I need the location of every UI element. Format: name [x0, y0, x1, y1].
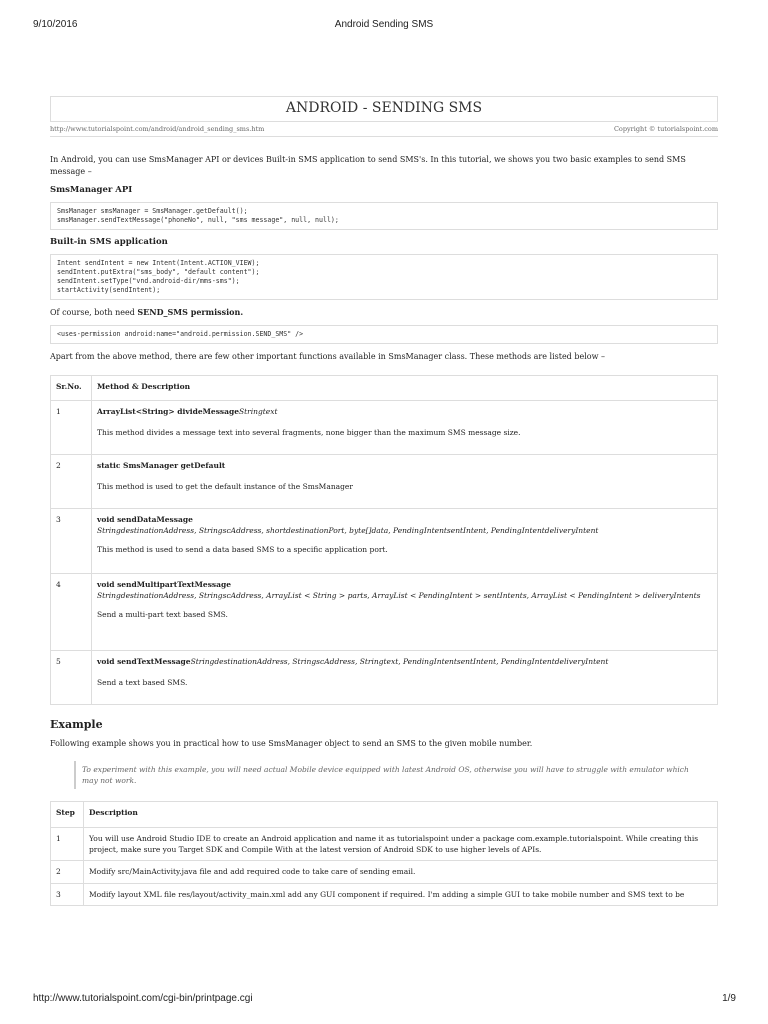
step-description: You will use Android Studio IDE to create an Android application and name it as tutorialspoint under a package com.example.tutorialspoint. While creating this project, make sure you Target SDK and Compile With at the latest version of Android SDK to use higher levels of APIs. [84, 828, 718, 861]
method-description: This method divides a message text into several fragments, none bigger than the maximum SMS message size. [97, 428, 521, 437]
methods-table [50, 375, 718, 705]
page-title: ANDROID - SENDING SMS [50, 96, 718, 122]
row-number: 5 [51, 651, 92, 705]
method-cell [92, 401, 718, 455]
permission-paragraph [50, 306, 718, 319]
method-signature: void sendMultipartTextMessage [97, 580, 232, 589]
table-row [51, 455, 718, 509]
step-number: 3 [51, 884, 84, 906]
row-number: 3 [51, 509, 92, 574]
copyright: Copyright © tutorialspoint.com [613, 125, 718, 133]
code-line: Intent sendIntent = new Intent(Intent.ACTION_VIEW); [57, 259, 260, 267]
method-description: Send a text based SMS. [97, 678, 188, 687]
method-description: This method is used to get the default instance of the SmsManager [97, 482, 353, 491]
method-params: Stringtext [239, 407, 278, 416]
print-footer-url: http://www.tutorialspoint.com/cgi-bin/printpage.cgi [33, 993, 253, 1004]
page-number: 1/9 [722, 993, 736, 1004]
print-date: 9/10/2016 [33, 19, 78, 30]
source-meta [50, 122, 718, 137]
code-line: smsManager.sendTextMessage("phoneNo", null, "sms message", null, null); [57, 216, 339, 224]
method-description: This method is used to send a data based SMS to a specific application port. [97, 545, 388, 554]
table-row [51, 861, 718, 884]
code-line: startActivity(sendIntent); [57, 286, 161, 294]
table-row [51, 401, 718, 455]
source-url[interactable]: http://www.tutorialspoint.com/android/android_sending_sms.htm [50, 125, 265, 133]
step-description: Modify src/MainActivity.java file and add required code to take care of sending email. [84, 861, 718, 884]
header-srno: Sr.No. [51, 376, 92, 401]
steps-table [50, 801, 718, 906]
table-row [51, 574, 718, 651]
method-params: StringdestinationAddress, StringscAddress, Stringtext, PendingIntentsentIntent, PendingIntentdeliveryIntent [190, 657, 609, 666]
document-body [50, 96, 718, 906]
code-block-smsmanager [50, 202, 718, 230]
permission-text: Of course, both need [50, 308, 138, 317]
row-number: 1 [51, 401, 92, 455]
example-heading: Example [50, 718, 103, 731]
step-number: 1 [51, 828, 84, 861]
code-block-intent [50, 254, 718, 300]
method-params: StringdestinationAddress, StringscAddress, shortdestinationPort, byte[]data, PendingIntentsentIntent, PendingIntentdeliveryIntent [97, 526, 599, 535]
method-signature: void sendDataMessage [97, 515, 193, 524]
code-line: sendIntent.putExtra("sms_body", "default content"); [57, 268, 260, 276]
example-intro: Following example shows you in practical how to use SmsManager object to send an SMS to the given mobile number. [50, 739, 533, 748]
step-description: Modify layout XML file res/layout/activity_main.xml add any GUI component if required. I'm adding a simple GUI to take mobile number and SMS text to be [84, 884, 718, 906]
code-block-permission: <uses-permission android:name="android.permission.SEND_SMS" /> [50, 325, 718, 344]
header-method: Method & Description [92, 376, 718, 401]
builtin-heading: Built-in SMS application [50, 237, 168, 247]
table-header-row [51, 802, 718, 828]
method-description: Send a multi-part text based SMS. [97, 610, 228, 619]
method-signature: void sendTextMessage [97, 657, 191, 666]
methods-intro: Apart from the above method, there are few other important functions available in SmsManager class. These methods are listed below – [50, 352, 605, 361]
method-cell [92, 455, 718, 509]
method-params: StringdestinationAddress, StringscAddress, ArrayList < String > parts, ArrayList < PendingIntent > sentIntents, ArrayList < PendingIntent > deliveryIntents [97, 591, 701, 600]
sms-manager-heading: SmsManager API [50, 185, 133, 195]
table-row [51, 884, 718, 906]
intro-paragraph: In Android, you can use SmsManager API or devices Built-in SMS application to send SMS's. In this tutorial, we shows you two basic examples to send SMS message – [50, 155, 686, 176]
permission-bold: SEND_SMS permission. [137, 307, 244, 317]
table-row [51, 651, 718, 705]
method-cell [92, 574, 718, 651]
row-number: 2 [51, 455, 92, 509]
table-row [51, 509, 718, 574]
header-description: Description [84, 802, 718, 828]
code-line: sendIntent.setType("vnd.android-dir/mms-sms"); [57, 277, 240, 285]
example-note: To experiment with this example, you will need actual Mobile device equipped with latest Android OS, otherwise you will have to struggle with emulator which may not work. [74, 761, 702, 789]
step-number: 2 [51, 861, 84, 884]
header-step: Step [51, 802, 84, 828]
method-signature: ArrayList<String> divideMessage [97, 407, 240, 416]
table-header-row [51, 376, 718, 401]
row-number: 4 [51, 574, 92, 651]
method-cell [92, 509, 718, 574]
print-title: Android Sending SMS [334, 19, 434, 30]
table-row [51, 828, 718, 861]
method-signature: static SmsManager getDefault [97, 461, 226, 470]
method-cell [92, 651, 718, 705]
code-line: SmsManager smsManager = SmsManager.getDefault(); [57, 207, 248, 215]
